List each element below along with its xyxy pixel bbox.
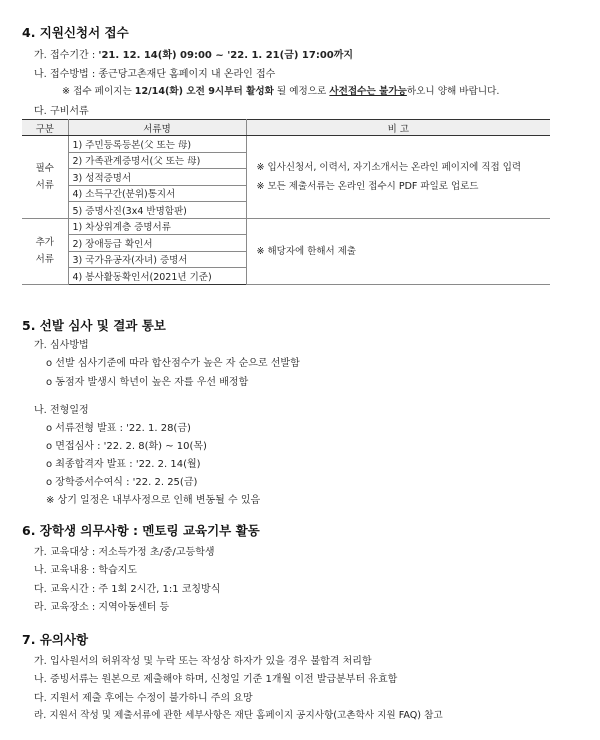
note-part-c: 될 예정으로	[273, 86, 330, 97]
list-item: 가. 입사원서의 허위작성 및 누락 또는 작성상 하자가 있을 경우 불합격 처리함	[34, 656, 372, 667]
document-item: 2) 장애등급 확인서	[68, 235, 246, 252]
table-row	[22, 218, 550, 235]
document-item: 3) 국가유공자(자녀) 증명서	[68, 251, 246, 268]
category-line: 서류	[35, 179, 54, 191]
header-remarks: 비 고	[246, 120, 550, 136]
list-item: 다. 교육시간 : 주 1회 2시간, 1:1 코칭방식	[34, 584, 221, 595]
schedule-heading: 나. 전형일정	[34, 405, 89, 416]
section-4-title: 4. 지원신청서 접수	[22, 25, 129, 40]
list-item: 라. 지원서 작성 및 제출서류에 관한 세부사항은 재단 홈페이지 공지사항(고촌학사 지원 FAQ) 참고	[34, 710, 443, 721]
list-item: o 서류전형 발표 : '22. 1. 28(금)	[46, 423, 191, 434]
section-5-title: 5. 선발 심사 및 결과 통보	[22, 318, 166, 333]
required-documents-table	[22, 119, 550, 285]
category-required	[22, 136, 68, 219]
category-line: 필수	[35, 162, 54, 174]
period-label: 가. 접수기간 :	[34, 50, 99, 61]
list-item: o 동점자 발생시 학년이 높은 자를 우선 배정함	[46, 377, 249, 388]
header-document: 서류명	[68, 120, 246, 136]
method-line: 나. 접수방법 : 종근당고촌재단 홈페이지 내 온라인 접수	[34, 69, 276, 80]
document-item: 4) 봉사활동확인서(2021년 기준)	[68, 268, 246, 285]
list-item: 다. 지원서 제출 후에는 수정이 불가하니 주의 요망	[34, 693, 253, 704]
category-line: 추가	[35, 237, 54, 248]
list-item: o 최종합격자 발표 : '22. 2. 14(월)	[46, 459, 201, 470]
list-item: 나. 교육내용 : 학습지도	[34, 565, 138, 576]
required-notes	[246, 136, 550, 219]
additional-notes: ※ 해당자에 한해서 제출	[246, 218, 550, 284]
note-part-d: 사전접수는 불가능	[329, 86, 407, 97]
document-item: 4) 소득구간(분위)통지서	[68, 185, 246, 202]
list-item: 라. 교육장소 : 지역아동센터 등	[34, 602, 170, 613]
note-line: ※ 입사신청서, 이력서, 자기소개서는 온라인 페이지에 직접 입력	[256, 161, 522, 173]
note-part-a: ※ 접수 페이지는	[62, 86, 135, 97]
schedule-note: ※ 상기 일정은 내부사정으로 인해 변동될 수 있음	[46, 495, 261, 506]
note-part-e: 하오니 양해 바랍니다.	[406, 86, 500, 97]
table-row	[22, 136, 550, 153]
list-item: 가. 교육대상 : 저소득가정 초/중/고등학생	[34, 547, 215, 558]
period-line	[34, 46, 353, 61]
list-item: o 장학증서수여식 : '22. 2. 25(금)	[46, 477, 198, 488]
document-item: 1) 주민등록등본(父 또는 母)	[68, 136, 246, 153]
list-item: o 면접심사 : '22. 2. 8(화) ~ 10(목)	[46, 441, 207, 452]
document-item: 2) 가족관계증명서(父 또는 母)	[68, 152, 246, 169]
list-item: 나. 증빙서류는 원본으로 제출해야 하며, 신청일 기준 1개월 이전 발급분부터 유효함	[34, 674, 398, 685]
document-item: 3) 성적증명서	[68, 169, 246, 186]
table-header-row	[22, 120, 550, 136]
review-method-heading: 가. 심사방법	[34, 340, 89, 351]
document-item: 1) 차상위계층 증명서류	[68, 218, 246, 235]
section-6-title: 6. 장학생 의무사항 : 멘토링 교육기부 활동	[22, 523, 260, 538]
docs-heading: 다. 구비서류	[34, 106, 89, 117]
category-additional	[22, 218, 68, 284]
note-part-b: 12/14(화) 오전 9시부터 활성화	[134, 86, 274, 97]
activation-note	[62, 83, 499, 97]
note-line: ※ 모든 제출서류는 온라인 접수시 PDF 파일로 업로드	[256, 180, 479, 192]
period-value: '21. 12. 14(화) 09:00 ~ '22. 1. 21(금) 17:00까지	[98, 50, 354, 61]
header-category: 구분	[22, 120, 68, 136]
category-line: 서류	[35, 254, 54, 265]
section-7-title: 7. 유의사항	[22, 632, 89, 647]
list-item: o 선발 심사기준에 따라 합산점수가 높은 자 순으로 선발함	[46, 358, 300, 369]
document-item: 5) 증명사진(3x4 반명함판)	[68, 202, 246, 219]
